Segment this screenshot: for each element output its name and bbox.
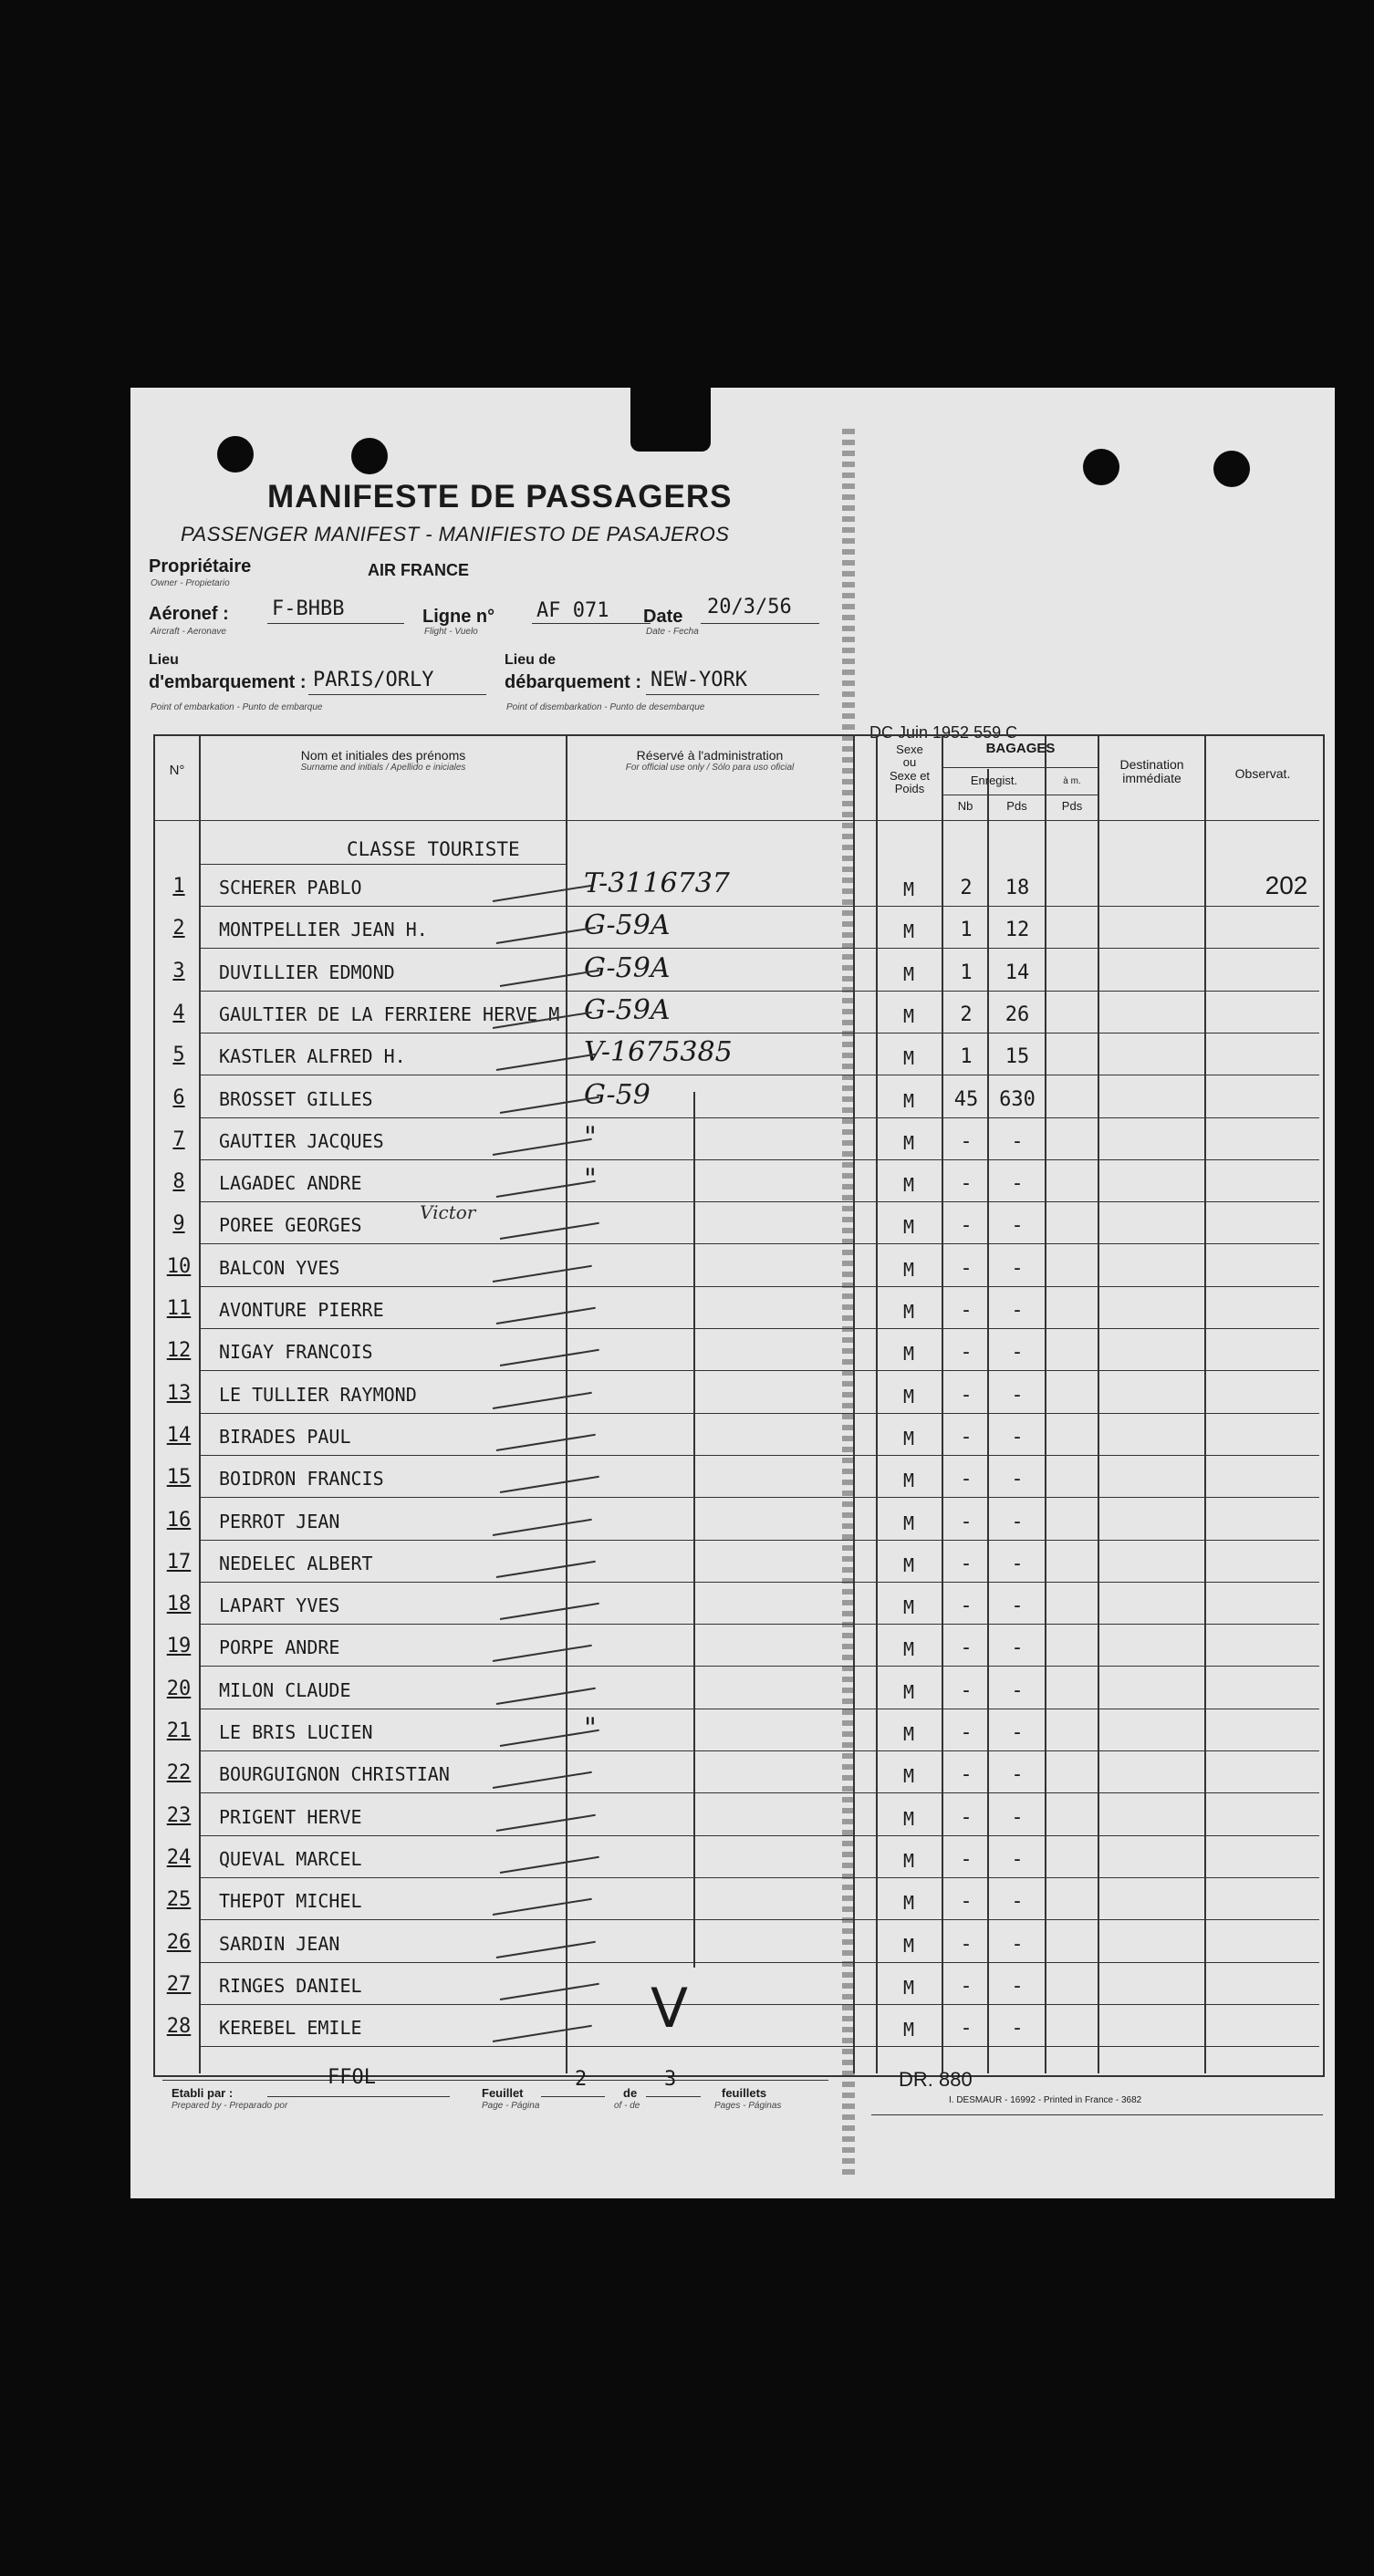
row-number: 24 <box>166 1845 192 1869</box>
row-number: 3 <box>172 959 185 982</box>
row-divider <box>201 1033 1319 1034</box>
row-divider <box>201 1328 1319 1329</box>
check-stroke <box>500 1603 599 1620</box>
sex-value: M <box>902 1934 915 1957</box>
header-no: N° <box>169 763 185 778</box>
row-divider <box>201 1750 1319 1751</box>
form-number: DR. 880 <box>899 2068 973 2091</box>
header-main-pds: Pds <box>1061 799 1083 813</box>
row-number: 12 <box>166 1339 192 1363</box>
row-number: 13 <box>166 1381 192 1405</box>
row-number: 16 <box>166 1508 192 1532</box>
row-number: 25 <box>166 1888 192 1912</box>
date-label: Date <box>643 607 683 627</box>
sex-value: M <box>902 1807 915 1830</box>
baggage-count: 45 <box>953 1087 979 1111</box>
passenger-name: MONTPELLIER JEAN H. <box>219 919 428 941</box>
baggage-count: - <box>960 1974 973 1998</box>
row-divider <box>201 2004 1319 2005</box>
header-admin-label: Réservé à l'administration <box>636 748 784 763</box>
prepared-by-label: Etabli par : <box>172 2086 234 2100</box>
row-divider <box>201 1455 1319 1456</box>
row-divider <box>201 1792 1319 1793</box>
baggage-weight: 26 <box>1004 1002 1030 1026</box>
sex-value: M <box>902 1976 915 1999</box>
baggage-weight: - <box>1011 2017 1024 2041</box>
check-stroke <box>500 1856 599 1874</box>
row7-annotation: Victor <box>420 1201 476 1223</box>
sex-value: M <box>902 962 915 985</box>
table-row <box>155 1752 1319 1794</box>
table-row <box>155 1203 1319 1245</box>
admin-entry: " <box>584 1712 597 1744</box>
row-divider <box>201 1201 1319 1202</box>
table-row <box>155 1500 1319 1542</box>
row-number: 26 <box>166 1930 192 1954</box>
passenger-name: RINGES DANIEL <box>219 1974 362 1997</box>
baggage-count: - <box>960 1468 973 1491</box>
baggage-count: - <box>960 1552 973 1575</box>
sex-value: M <box>902 1849 915 1872</box>
manifest-title: MANIFESTE DE PASSAGERS <box>267 479 733 514</box>
flight-sublabel: Flight - Vuelo <box>424 627 478 637</box>
sex-value: M <box>902 1723 915 1745</box>
punch-hole <box>1213 451 1250 487</box>
header-bagages: BAGAGES <box>985 741 1056 756</box>
sex-value: M <box>902 1301 915 1323</box>
table-row <box>155 1330 1319 1372</box>
baggage-weight: - <box>1011 1299 1024 1322</box>
admin-entry: T-3116737 <box>584 867 730 899</box>
check-stroke <box>493 1771 592 1789</box>
check-stroke <box>493 1138 592 1156</box>
sex-value: M <box>902 1765 915 1788</box>
punch-hole <box>351 438 388 474</box>
section-label: CLASSE TOURISTE <box>347 838 520 860</box>
baggage-weight: 18 <box>1004 877 1030 899</box>
row-divider <box>201 1497 1319 1498</box>
baggage-weight: 14 <box>1004 961 1030 984</box>
embark-sublabel: Point of embarkation - Punto de embarque <box>151 702 323 712</box>
sex-value: M <box>902 1047 915 1070</box>
owner-label: Propriétaire <box>149 556 252 576</box>
page-label: Feuillet <box>482 2086 524 2100</box>
punch-hole <box>217 436 254 473</box>
sex-value: M <box>902 1470 915 1492</box>
passenger-name: DUVILLIER EDMOND <box>219 961 395 983</box>
page-value: 2 <box>575 2068 588 2091</box>
sex-value: M <box>902 1216 915 1239</box>
header-admin-sublabel: For official use only / Sólo para uso oficial <box>625 763 795 774</box>
sex-value: M <box>902 1004 915 1027</box>
pages-label: feuillets <box>722 2086 767 2100</box>
table-row <box>155 1415 1319 1457</box>
baggage-count: - <box>960 1805 973 1829</box>
table-row <box>155 950 1319 992</box>
table-row <box>155 1879 1319 1921</box>
check-stroke <box>500 1983 599 2000</box>
check-stroke <box>493 1391 592 1408</box>
sex-value: M <box>902 1131 915 1154</box>
row-number: 6 <box>172 1085 185 1109</box>
row-divider <box>201 1666 1319 1667</box>
baggage-weight: - <box>1011 1678 1024 1702</box>
baggage-count: - <box>960 1890 973 1914</box>
flight-value: AF 071 <box>536 599 609 622</box>
form-code: DC Juin 1952 559 C <box>869 723 1018 742</box>
table-row <box>155 908 1319 950</box>
row-number: 10 <box>166 1254 192 1278</box>
row-number: 15 <box>166 1466 192 1490</box>
baggage-weight: - <box>1011 1974 1024 1998</box>
row-number: 2 <box>172 917 185 940</box>
baggage-count: - <box>960 1172 973 1196</box>
binder-notch <box>630 386 711 452</box>
baggage-weight: - <box>1011 1383 1024 1407</box>
baggage-count: 1 <box>960 1045 973 1069</box>
passenger-name: PERROT JEAN <box>219 1510 340 1532</box>
row-number: 22 <box>166 1761 192 1785</box>
passenger-name: POREE GEORGES <box>219 1214 362 1237</box>
header-destination: Destination immédiate <box>1119 757 1184 786</box>
baggage-weight: - <box>1011 1932 1024 1956</box>
admin-entry: V-1675385 <box>584 1036 733 1069</box>
admin-entry: G-59A <box>584 993 671 1026</box>
row-number: 28 <box>166 2015 192 2039</box>
baggage-count: 1 <box>960 919 973 942</box>
baggage-weight: - <box>1011 1890 1024 1914</box>
passenger-name: MILON CLAUDE <box>219 1678 351 1701</box>
passenger-name: AVONTURE PIERRE <box>219 1299 384 1321</box>
table-row <box>155 1077 1319 1119</box>
sex-value: M <box>902 878 915 900</box>
table-row <box>155 992 1319 1034</box>
check-stroke <box>496 927 596 944</box>
header-pds: Pds <box>1006 799 1027 813</box>
row-divider <box>201 1540 1319 1541</box>
table-row <box>155 1161 1319 1203</box>
row-divider <box>201 1117 1319 1118</box>
baggage-weight: 12 <box>1004 919 1030 942</box>
passenger-name: GAULTIER DE LA FERRIERE HERVE M <box>219 1002 560 1025</box>
header-main: à m. <box>1063 776 1081 786</box>
table-row <box>155 1837 1319 1879</box>
header-name <box>201 749 566 773</box>
row-number: 7 <box>172 1127 185 1151</box>
passenger-name: SARDIN JEAN <box>219 1932 340 1955</box>
passenger-name: THEPOT MICHEL <box>219 1890 362 1913</box>
baggage-weight: - <box>1011 1636 1024 1660</box>
baggage-weight: - <box>1011 1425 1024 1449</box>
row-divider <box>201 1286 1319 1287</box>
check-stroke <box>496 1687 596 1704</box>
passenger-name: BOIDRON FRANCIS <box>219 1468 384 1491</box>
sex-value: M <box>902 1511 915 1534</box>
manifest-subtitle: PASSENGER MANIFEST - MANIFIESTO DE PASAJEROS <box>181 523 730 545</box>
prepared-by-value: FFOL <box>328 2066 376 2089</box>
flight-label: Ligne n° <box>422 607 495 627</box>
check-stroke <box>496 1307 596 1324</box>
baggage-count: - <box>960 1636 973 1660</box>
row-divider <box>201 1962 1319 1963</box>
date-sublabel: Date - Fecha <box>646 627 699 637</box>
of-sublabel: of - de <box>614 2101 640 2111</box>
passenger-name: PRIGENT HERVE <box>219 1805 362 1828</box>
passenger-name: NEDELEC ALBERT <box>219 1552 373 1574</box>
header-nb: Nb <box>957 799 973 813</box>
sex-value: M <box>902 1427 915 1449</box>
row-divider <box>201 1877 1319 1878</box>
baggage-count: - <box>960 1299 973 1322</box>
page-sublabel: Page - Página <box>482 2101 540 2111</box>
table-row <box>155 866 1319 908</box>
passenger-name: NIGAY FRANCOIS <box>219 1341 373 1364</box>
sex-value: M <box>902 1258 915 1281</box>
passenger-name: BIRADES PAUL <box>219 1425 351 1448</box>
row-number: 9 <box>172 1212 185 1236</box>
check-stroke <box>493 1645 592 1662</box>
passenger-name: KEREBEL EMILE <box>219 2017 362 2040</box>
row-number: 18 <box>166 1593 192 1616</box>
sex-value: M <box>902 1385 915 1407</box>
passenger-name: PORPE ANDRE <box>219 1636 340 1659</box>
baggage-weight: 15 <box>1004 1045 1030 1069</box>
header-admin <box>567 749 852 773</box>
check-stroke <box>500 1476 599 1493</box>
baggage-weight: - <box>1011 1594 1024 1618</box>
aircraft-sublabel: Aircraft - Aeronave <box>151 627 226 637</box>
header-enregist: Enregist. <box>970 774 1018 787</box>
row-number: 20 <box>166 1677 192 1700</box>
row-number: 8 <box>172 1170 185 1194</box>
table-row <box>155 1668 1319 1710</box>
check-stroke <box>496 1054 596 1071</box>
check-stroke <box>496 1180 596 1198</box>
check-stroke <box>493 1264 592 1282</box>
baggage-weight: - <box>1011 1510 1024 1533</box>
passenger-name: LAGADEC ANDRE <box>219 1172 362 1195</box>
baggage-weight: - <box>1011 1763 1024 1787</box>
baggage-count: - <box>960 1721 973 1744</box>
embark-value: PARIS/ORLY <box>313 669 434 691</box>
table-row <box>155 1034 1319 1076</box>
row-divider <box>201 948 1319 949</box>
disembark-sublabel: Point of disembarkation - Punto de desembarque <box>506 702 705 712</box>
baggage-count: - <box>960 1932 973 1956</box>
row-divider <box>201 1835 1319 1836</box>
baggage-count: - <box>960 1847 973 1871</box>
baggage-count: - <box>960 2017 973 2041</box>
admin-entry: G-59A <box>584 951 671 984</box>
sex-value: M <box>902 1343 915 1366</box>
aircraft-value: F-BHBB <box>272 597 345 620</box>
disembark-label-2: débarquement : <box>505 672 642 692</box>
passenger-name: KASTLER ALFRED H. <box>219 1045 406 1068</box>
check-stroke <box>493 885 592 902</box>
baggage-weight: - <box>1011 1214 1024 1238</box>
row-divider <box>201 1243 1319 1244</box>
baggage-count: - <box>960 1425 973 1449</box>
baggage-weight: - <box>1011 1172 1024 1196</box>
ditto-line <box>693 1092 695 1968</box>
row-divider <box>201 2046 1319 2047</box>
table-row <box>155 1246 1319 1288</box>
baggage-count: 2 <box>960 1002 973 1026</box>
check-stroke <box>493 1518 592 1535</box>
checkmark: V <box>651 1977 689 2041</box>
passenger-name: LE BRIS LUCIEN <box>219 1721 373 1743</box>
total-pages-value: 3 <box>664 2068 677 2091</box>
row-number: 23 <box>166 1803 192 1827</box>
check-stroke <box>500 1222 599 1240</box>
table-row <box>155 1922 1319 1964</box>
sex-value: M <box>902 1680 915 1703</box>
sex-value: M <box>902 1892 915 1915</box>
baggage-count: - <box>960 1594 973 1618</box>
table-row <box>155 1542 1319 1584</box>
table-row <box>155 1795 1319 1837</box>
passenger-name: BALCON YVES <box>219 1256 340 1279</box>
baggage-count: 1 <box>960 961 973 984</box>
passenger-name: BOURGUIGNON CHRISTIAN <box>219 1763 450 1786</box>
owner-value: AIR FRANCE <box>368 561 469 579</box>
passenger-name: LAPART YVES <box>219 1594 340 1617</box>
disembark-label-1: Lieu de <box>505 652 557 668</box>
baggage-count: - <box>960 1214 973 1238</box>
date-value: 20/3/56 <box>707 596 792 618</box>
check-stroke <box>500 1349 599 1366</box>
header-sexe: Sexe ou Sexe et Poids <box>889 743 931 795</box>
row-divider <box>201 1370 1319 1371</box>
row-number: 21 <box>166 1719 192 1742</box>
sex-value: M <box>902 1089 915 1112</box>
passenger-table <box>153 734 1325 2077</box>
header-observations: Observat. <box>1234 766 1291 781</box>
baggage-count: - <box>960 1678 973 1702</box>
table-row <box>155 2006 1319 2048</box>
baggage-weight: - <box>1011 1256 1024 1280</box>
baggage-count: - <box>960 1341 973 1365</box>
table-row <box>155 1964 1319 2006</box>
table-row <box>155 1584 1319 1626</box>
row-divider <box>201 1413 1319 1414</box>
prepared-by-sublabel: Prepared by - Preparado por <box>172 2101 288 2111</box>
sex-value: M <box>902 1174 915 1197</box>
passenger-name: QUEVAL MARCEL <box>219 1847 362 1870</box>
observation-value: 202 <box>1265 871 1308 899</box>
embark-label-1: Lieu <box>149 652 179 668</box>
baggage-count: - <box>960 1763 973 1787</box>
row-number: 17 <box>166 1550 192 1574</box>
row-divider <box>201 1624 1319 1625</box>
baggage-count: - <box>960 1510 973 1533</box>
row-number: 14 <box>166 1423 192 1447</box>
passenger-name: LE TULLIER RAYMOND <box>219 1383 417 1406</box>
row-number: 5 <box>172 1044 185 1067</box>
baggage-count: - <box>960 1129 973 1153</box>
row-divider <box>201 991 1319 992</box>
baggage-weight: - <box>1011 1129 1024 1153</box>
table-row <box>155 1119 1319 1161</box>
sex-value: M <box>902 1638 915 1661</box>
owner-sublabel: Owner - Propietario <box>151 578 230 588</box>
sex-value: M <box>902 2019 915 2041</box>
table-row <box>155 1626 1319 1667</box>
header-name-sublabel: Surname and initials / Apellido e iniciales <box>300 763 466 774</box>
row-divider <box>201 906 1319 907</box>
baggage-weight: 630 <box>999 1087 1036 1111</box>
baggage-weight: - <box>1011 1721 1024 1744</box>
row-number: 4 <box>172 1001 185 1024</box>
passenger-name: GAUTIER JACQUES <box>219 1129 384 1152</box>
check-stroke <box>496 1940 596 1958</box>
row-divider <box>201 1919 1319 1920</box>
table-row <box>155 1373 1319 1415</box>
baggage-weight: - <box>1011 1341 1024 1365</box>
baggage-count: - <box>960 1383 973 1407</box>
passenger-name: SCHERER PABLO <box>219 877 362 898</box>
baggage-count: 2 <box>960 877 973 899</box>
pages-sublabel: Pages - Páginas <box>714 2101 782 2111</box>
check-stroke <box>496 1813 596 1831</box>
check-stroke <box>496 1561 596 1578</box>
printer-mark: I. DESMAUR - 16992 - Printed in France - 3682 <box>949 2095 1142 2105</box>
check-stroke <box>496 1434 596 1451</box>
check-stroke <box>493 1898 592 1916</box>
admin-entry: G-59A <box>584 909 671 942</box>
row-number: 11 <box>166 1297 192 1320</box>
sex-value: M <box>902 1596 915 1619</box>
row-number: 27 <box>166 1972 192 1996</box>
punch-hole <box>1083 449 1119 485</box>
header-name-label: Nom et initiales des prénoms <box>300 748 466 763</box>
admin-entry: " <box>584 1163 597 1196</box>
admin-entry: G-59 <box>584 1078 651 1111</box>
admin-entry: " <box>584 1120 597 1153</box>
table-row <box>155 1457 1319 1499</box>
baggage-count: - <box>960 1256 973 1280</box>
table-row <box>155 1710 1319 1752</box>
passenger-name: BROSSET GILLES <box>219 1087 373 1110</box>
baggage-weight: - <box>1011 1847 1024 1871</box>
baggage-weight: - <box>1011 1468 1024 1491</box>
row-divider <box>201 1159 1319 1160</box>
aircraft-label: Aéronef : <box>149 604 229 624</box>
baggage-weight: - <box>1011 1552 1024 1575</box>
table-row <box>155 1288 1319 1330</box>
row-divider <box>201 1582 1319 1583</box>
of-label: de <box>623 2086 638 2100</box>
embark-label-2: d'embarquement : <box>149 672 307 692</box>
manifest-sheet <box>130 388 1335 2198</box>
sex-value: M <box>902 920 915 943</box>
row-number: 19 <box>166 1635 192 1658</box>
disembark-value: NEW-YORK <box>651 669 747 691</box>
row-number: 1 <box>172 875 185 898</box>
sex-value: M <box>902 1553 915 1576</box>
baggage-weight: - <box>1011 1805 1024 1829</box>
check-stroke <box>493 2025 592 2042</box>
